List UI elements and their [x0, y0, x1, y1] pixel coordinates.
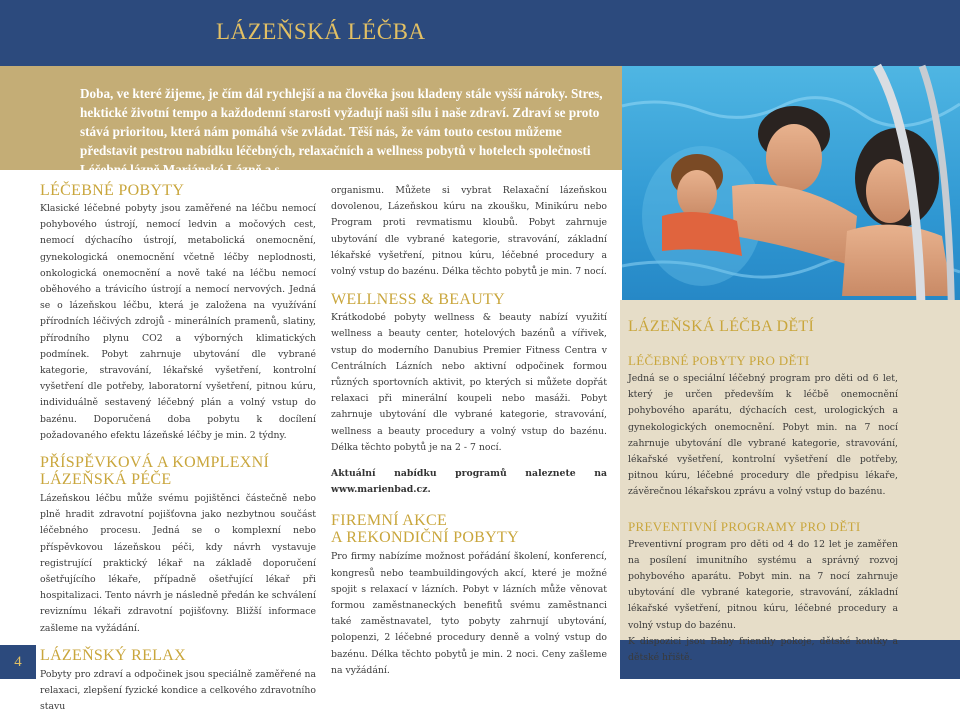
heading-preventive-programs: PREVENTIVNÍ PROGRAMY PRO DĚTI	[628, 518, 861, 534]
text-contribution-care: Lázeňskou léčbu může svému pojištěnci částečně nebo plně hradit zdravotní pojišťovna jako nezbytnou součást léčebného procesu. Jedná se o komplexní nebo příspěvkovou lázeňskou péči, kdy návrh vystavuje registrující praktický lékař na základě doporučení ošetřujícího lékaře, případně ošetřující lékař při hospitalizaci. Tento návrh je následně předán ke schválení reviznímu lékaři zdravotní pojišťovny. Bližší informace zašleme na vyžádání.	[40, 493, 316, 634]
column-3	[628, 318, 898, 666]
column-2	[331, 183, 607, 679]
heading-children-treatment: LÁZEŇSKÁ LÉČBA DĚTÍ	[628, 318, 815, 335]
page-number: 4	[0, 645, 36, 679]
page-title: LÁZEŇSKÁ LÉČBA	[216, 19, 426, 44]
text-preventive-programs: Preventivní program pro děti od 4 do 12 let je zaměřen na posílení imunitního systému a správný rozvoj pohybového aparátu. Pobyt min. na 7 nocí zahrnuje ubytování dle vybrané kategorie, stravování, základní lékařské vyšetření, pitnou kúru, léčebné procedury a volný vstup do bazénu.	[628, 538, 898, 631]
text-spa-relax: Pobyty pro zdraví a odpočinek jsou speciálně zaměřené na relaxaci, zlepšení fyzické kondice a celkového zdravotního stavu	[40, 668, 316, 713]
heading-children-stays: LÉČEBNÉ POBYTY PRO DĚTI	[628, 353, 810, 368]
text-baby-friendly: K dispozici jsou Baby friendly pokoje, dětské koutky a dětské hřiště.	[628, 635, 898, 664]
heading-spa-relax: LÁZEŇSKÝ RELAX	[40, 646, 186, 664]
heading-contribution-care: PŘÍSPĚVKOVÁ A KOMPLEXNÍ LÁZEŇSKÁ PÉČE	[40, 454, 270, 489]
text-treatment-stays: Klasické léčebné pobyty jsou zaměřené na léčbu nemocí pohybového ústrojí, nemocí ledvin a močových cest, nemocí dýchacího ústrojí, metabolická onemocnění, gynekologická onemocnění včetně léčby neplodnosti, onkologická onemocnění a nově také na léčbu nemocí oběhového a trávicího ústrojí a nemocí nervových. Jedná se o lázeňskou léčbu, která je založena na využívání přírodních léčivých zdrojů - minerálních pramenů, slatiny, přírodního plynu CO2 a výborných klimatických podmínek. Pobyt zahrnuje ubytování dle vybrané kategorie, stravování, lékařské vyšetření, kontrolní vyšetření dle potřeby, laboratorní vyšetření, pitnou kúru, individuálně sestavený léčebný plán a volný vstup do bazénu. Doporučená doba pobytu k docílení požadovaného efektu lázeňské léčby je min. 2 týdny.	[40, 203, 316, 441]
website-note: Aktuální nabídku programů naleznete na www.marienbad.cz.	[331, 468, 607, 496]
text-corporate-events: Pro firmy nabízíme možnost pořádání školení, konferencí, kongresů nebo teambuildingových akcí, které je možné spojit s relaxací v lázních. Pobyt v lázních může věnovat formou zaměstnaneckých benefitů svému zaměstnanci také zaměstnavatel, tyto pobyty zahrnují ubytování, polopenzi, 2 léčebné procedury denně a volný vstup do bazénu. Délka těchto pobytů je min. 2 noci. Ceny zašleme na vyžádání.	[331, 551, 607, 676]
heading-treatment-stays: LÉČEBNÉ POBYTY	[40, 182, 185, 199]
text-wellness: Krátkodobé pobyty wellness & beauty nabízí využití wellness a beauty center, hotelových bazénů a vířivek, vstup do moderního Danubius Premier Fitness Centra v Centrálních Lázních nebo aktivní odpočinek formou různých sportovních aktivit, po kterých si můžete dopřát relaxaci při minerální koupeli nebo masáži. Pobyt zahrnuje ubytování dle vybrané kategorie, stravování, wellness a beauty procedury a volný vstup do bazénu. Délka těchto pobytů je na 2 - 7 nocí.	[331, 312, 607, 453]
intro-text: Doba, ve které žijeme, je čím dál rychlejší a na člověka jsou kladeny stále vyšší nároky. Stres, hektické životní tempo a každodenní starosti vyžadují naši sílu i naše zdraví. Zdraví se proto stává prioritou, která nám pomáhá vše zvládat. Těší nás, že vám touto cestou můžeme představit pestrou nabídku léčebných, relaxačních a wellness pobytů v hotelech společnosti Léčebné lázně Mariánské Lázně a.s.	[80, 86, 603, 177]
heading-wellness: WELLNESS & BEAUTY	[331, 291, 505, 309]
text-children-stays: Jedná se o speciální léčebný program pro děti od 6 let, který je určen především k léčbě onemocnění pohybového aparátu, dýchacích cest, urologických a gynekologických onemocnění. Pobyt min. na 7 nocí zahrnuje ubytování dle vybrané kategorie, stravování, lékařské vyšetření, kontrolní vyšetření dle potřeby, pitnou kúru, léčebné procedury dle předpisu lékaře, závěrečnou lékařskou zprávu a volný vstup do bazénu.	[628, 373, 898, 498]
column-1	[40, 182, 316, 715]
heading-reconditioning-stays: A REKONDIČNÍ POBYTY	[331, 529, 519, 547]
header-bar	[0, 0, 960, 66]
heading-corporate-events: FIREMNÍ AKCE	[331, 512, 448, 530]
text-relax-continued: organismu. Můžete si vybrat Relaxační lázeňskou dovolenou, Lázeňskou kúru na zkoušku, Minikúru nebo Program proti revmatismu kloubů. Pobyt zahrnuje ubytování dle vybrané kategorie, stravování, základní lékařské vyšetření, pitnou kúru, léčebné procedury a volný vstup do bazénu. Délka těchto pobytů je min. 7 nocí.	[331, 185, 607, 278]
